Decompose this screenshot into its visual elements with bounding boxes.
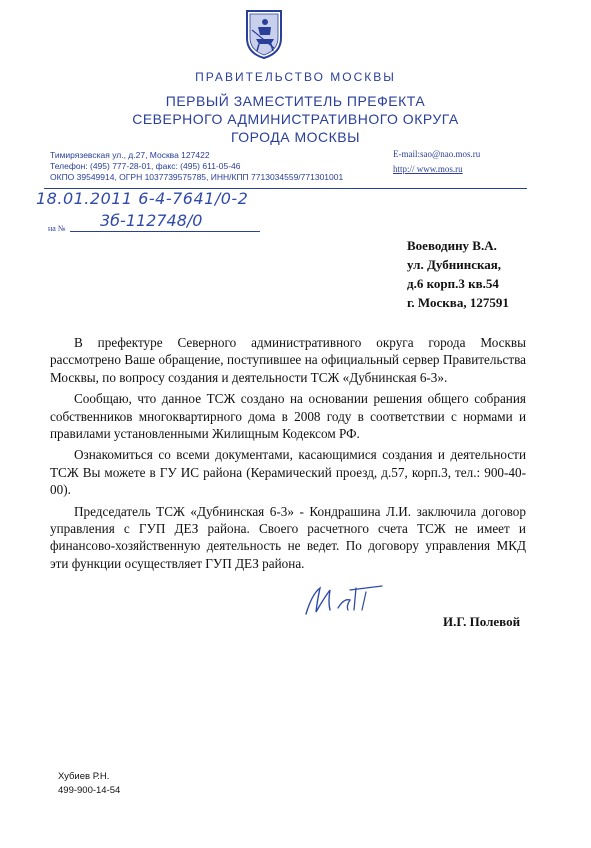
registry-codes-line: ОКПО 39549914, ОГРН 1037739575785, ИНН/КПП 7713034559/771301001 — [50, 172, 344, 182]
executor-info — [58, 770, 120, 798]
letterhead-title — [0, 92, 591, 146]
reference-underline — [70, 231, 260, 232]
moscow-coat-of-arms-icon — [244, 8, 284, 60]
registration-date-number: 18.01.2011 6-4-7641/0-2 — [36, 189, 249, 208]
website-link[interactable]: http:// www.mos.ru — [393, 164, 463, 174]
body-paragraph: В префектуре Северного административного округа города Москвы рассмотрено Ваше обращение, поступившее на официальный сервер Правительства Москвы, по вопросу создания и деятельности ТСЖ «Дубнинская 6-3». — [50, 335, 526, 385]
body-paragraph: Председатель ТСЖ «Дубнинская 6-3» - Кондрашина Л.И. заключила договор управления с ГУП ДЕЗ района. Своего расчетного счета ТСЖ не имеет и финансово-хозяйственную деятельность не ведет. По договору управления МКД эти функции осуществляет ГУП ДЕЗ района. — [50, 503, 526, 571]
body-paragraph: Сообщаю, что данное ТСЖ создано на основании решения общего собрания собственников многоквартирного дома в 2008 году в соответствии с нормами и правилами установленными Жилищным Кодексом РФ. — [50, 391, 526, 442]
letter-body — [50, 334, 526, 576]
handwritten-signature — [300, 580, 410, 620]
body-paragraph: Ознакомиться со всеми документами, касающимися создания и деятельности ТСЖ Вы можете в ГУ ИС района (Керамический проезд, д.57, корп.3, тел.: 900-40-00). — [50, 447, 526, 498]
recipient-name: Воеводину В.А. — [407, 238, 497, 253]
government-name: ПРАВИТЕЛЬСТВО МОСКВЫ — [195, 70, 396, 84]
phone-line: Телефон: (495) 777-28-01, факс: (495) 611-05-46 — [50, 161, 241, 171]
title-line: СЕВЕРНОГО АДМИНИСТРАТИВНОГО ОКРУГА — [132, 111, 459, 127]
executor-phone: 499-900-14-54 — [58, 785, 121, 796]
address-line: Тимирязевская ул., д.27, Москва 127422 — [50, 150, 210, 160]
recipient-address-block — [407, 236, 509, 312]
recipient-city: г. Москва, 127591 — [407, 295, 509, 310]
email-link[interactable]: E-mail:sao@nao.mos.ru — [393, 149, 481, 159]
letterhead-contacts — [393, 147, 480, 177]
incoming-reference-number: 3б-112748/0 — [100, 211, 203, 230]
reference-label: на № — [48, 224, 66, 233]
recipient-street: ул. Дубнинская, — [407, 257, 502, 272]
title-line: ГОРОДА МОСКВЫ — [230, 129, 361, 145]
executor-name: Хубиев Р.Н. — [58, 771, 110, 782]
signer-name: И.Г. Полевой — [443, 614, 521, 629]
title-line: ПЕРВЫЙ ЗАМЕСТИТЕЛЬ ПРЕФЕКТА — [165, 93, 426, 109]
letterhead-address — [50, 150, 343, 183]
recipient-building: д.6 корп.3 кв.54 — [407, 276, 499, 291]
